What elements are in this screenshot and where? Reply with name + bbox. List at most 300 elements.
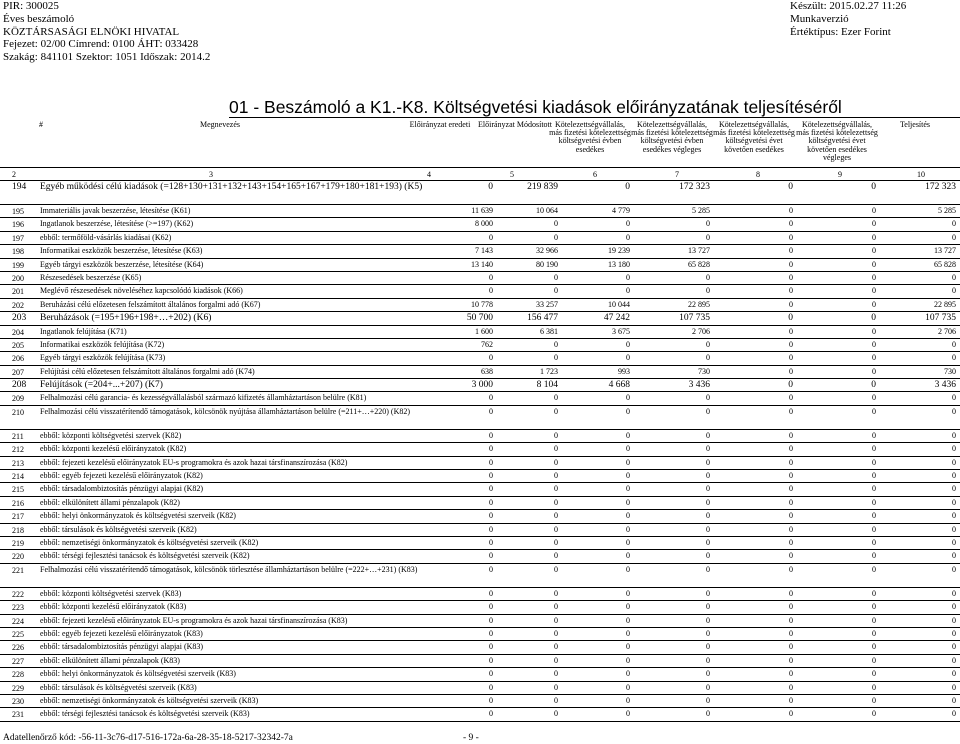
row-value-col-10: 0 — [952, 511, 956, 521]
table-row — [0, 641, 960, 654]
table-row — [0, 708, 960, 721]
row-value-col-10: 5 285 — [938, 206, 956, 215]
row-value-col-9: 0 — [872, 259, 876, 269]
row-number: 194 — [12, 182, 27, 192]
row-value-col-5: 0 — [554, 457, 558, 467]
col-num-8: 8 — [756, 170, 760, 179]
row-value-col-4: 0 — [489, 709, 493, 719]
row-value-col-4: 0 — [489, 457, 493, 467]
table-row — [0, 430, 960, 443]
col-num-4: 4 — [427, 170, 431, 179]
table-row — [0, 218, 960, 231]
row-value-col-8: 0 — [789, 564, 793, 574]
table-row — [0, 443, 960, 456]
data-table-body — [0, 181, 960, 722]
row-value-col-5: 0 — [554, 339, 558, 349]
row-value-col-8: 0 — [789, 286, 793, 296]
page-title: 01 - Beszámoló a K1.-K8. Költségvetési kiadások előirányzatának teljesítéséről — [229, 97, 842, 117]
row-value-col-4: 0 — [489, 602, 493, 612]
row-value-col-9: 0 — [872, 551, 876, 561]
row-value-col-7: 0 — [706, 709, 710, 719]
row-description: ebből: egyéb fejezeti kezelésű előirányzatok (K83) — [40, 628, 203, 638]
row-value-col-4: 0 — [489, 511, 493, 521]
row-value-col-4: 0 — [489, 497, 493, 507]
row-value-col-6: 0 — [626, 430, 630, 440]
version-label: Munkaverzió — [790, 12, 849, 25]
table-row — [0, 406, 960, 430]
row-value-col-4: 0 — [489, 471, 493, 481]
row-value-col-10: 65 828 — [934, 259, 956, 269]
row-value-col-6: 0 — [626, 682, 630, 692]
row-value-col-8: 0 — [789, 682, 793, 692]
row-value-col-4: 0 — [489, 669, 493, 679]
row-value-col-7: 0 — [706, 551, 710, 561]
row-value-col-9: 0 — [872, 339, 876, 349]
row-value-col-7: 13 727 — [688, 246, 710, 256]
row-number: 197 — [12, 233, 24, 243]
row-value-col-9: 0 — [871, 182, 876, 192]
row-description: ebből: központi költségvetési szervek (K83) — [40, 588, 182, 598]
row-value-col-10: 0 — [952, 615, 956, 625]
row-value-col-5: 0 — [554, 430, 558, 440]
table-row — [0, 497, 960, 510]
row-value-col-6: 0 — [626, 471, 630, 481]
row-number: 215 — [12, 485, 24, 495]
row-value-col-4: 0 — [489, 353, 493, 363]
col-desc-header: Megnevezés — [200, 120, 240, 129]
row-value-col-8: 0 — [789, 471, 793, 481]
institution-name: KÖZTÁRSASÁGI ELNÖKI HIVATAL — [3, 25, 180, 38]
row-value-col-6: 47 242 — [603, 313, 630, 324]
row-description: Egyéb tárgyi eszközök felújítása (K73) — [40, 353, 166, 363]
row-value-col-9: 0 — [872, 709, 876, 719]
row-description: Felújítások (=204+...+207) (K7) — [40, 380, 163, 391]
row-value-col-5: 8 104 — [536, 380, 558, 391]
table-row — [0, 510, 960, 523]
row-value-col-6: 0 — [626, 353, 630, 363]
row-value-col-10: 0 — [952, 484, 956, 494]
row-number: 203 — [12, 313, 27, 324]
row-value-col-4: 762 — [481, 339, 493, 349]
row-value-col-7: 0 — [706, 430, 710, 440]
chapter-info: Fejezet: 02/00 Címrend: 0100 ÁHT: 033428 — [3, 38, 199, 51]
row-value-col-4: 13 140 — [471, 259, 493, 269]
row-value-col-4: 0 — [489, 430, 493, 440]
row-value-col-7: 0 — [706, 695, 710, 705]
row-value-col-8: 0 — [789, 444, 793, 454]
row-value-col-9: 0 — [872, 628, 876, 638]
row-value-col-5: 0 — [554, 232, 558, 242]
row-description: ebből: fejezeti kezelésű előirányzatok EU-s programokra és azok hazai társfinanszírozása (K82) — [40, 457, 348, 467]
row-value-col-6: 0 — [626, 628, 630, 638]
row-value-col-4: 0 — [489, 655, 493, 665]
row-value-col-6: 0 — [626, 232, 630, 242]
row-value-col-5: 0 — [554, 471, 558, 481]
row-value-col-7: 0 — [706, 615, 710, 625]
row-value-col-10: 0 — [952, 471, 956, 481]
row-value-col-9: 0 — [872, 669, 876, 679]
row-value-col-10: 172 323 — [925, 182, 956, 192]
row-value-col-4: 0 — [489, 551, 493, 561]
row-value-col-10: 0 — [952, 682, 956, 692]
row-number: 225 — [12, 629, 24, 639]
row-value-col-4: 0 — [489, 393, 493, 403]
row-number: 231 — [12, 710, 24, 720]
row-value-col-7: 0 — [706, 484, 710, 494]
table-row — [0, 272, 960, 285]
row-description: Informatikai eszközök beszerzése, létesítése (K63) — [40, 246, 203, 256]
row-value-col-9: 0 — [872, 602, 876, 612]
row-value-col-7: 107 735 — [679, 313, 710, 324]
row-value-col-7: 3 436 — [688, 380, 710, 391]
table-row — [0, 312, 960, 325]
row-number: 202 — [12, 300, 24, 310]
row-value-col-7: 0 — [706, 537, 710, 547]
row-number: 219 — [12, 538, 24, 548]
row-value-col-8: 0 — [789, 709, 793, 719]
row-value-col-7: 0 — [706, 444, 710, 454]
row-value-col-4: 1 600 — [475, 326, 493, 336]
row-value-col-4: 0 — [489, 484, 493, 494]
row-value-col-8: 0 — [789, 484, 793, 494]
row-value-col-6: 0 — [626, 709, 630, 719]
row-value-col-8: 0 — [789, 366, 793, 376]
row-value-col-6: 0 — [626, 524, 630, 534]
row-description: ebből: társadalombiztosítás pénzügyi alapjai (K83) — [40, 642, 204, 652]
row-value-col-7: 0 — [706, 406, 710, 416]
row-value-col-5: 0 — [554, 511, 558, 521]
row-value-col-10: 0 — [952, 602, 956, 612]
row-value-col-5: 0 — [554, 682, 558, 692]
table-row — [0, 682, 960, 695]
row-value-col-8: 0 — [788, 313, 793, 324]
row-value-col-4: 50 700 — [466, 313, 493, 324]
row-description: ebből: társulások és költségvetési szerveik (K82) — [40, 524, 197, 534]
row-value-col-6: 0 — [626, 339, 630, 349]
row-value-col-5: 0 — [554, 484, 558, 494]
row-description: Egyéb működési célú kiadások (=128+130+131+132+143+154+165+167+179+180+181+193) (K5) — [40, 182, 423, 192]
row-value-col-9: 0 — [872, 406, 876, 416]
row-value-col-9: 0 — [872, 326, 876, 336]
table-row — [0, 181, 960, 205]
row-value-col-6: 4 668 — [608, 380, 630, 391]
col-original-header: Előirányzat eredeti — [409, 120, 471, 129]
row-value-col-4: 0 — [489, 272, 493, 282]
row-number: 221 — [12, 565, 24, 575]
row-value-col-9: 0 — [872, 393, 876, 403]
row-value-col-5: 0 — [554, 628, 558, 638]
row-value-col-10: 0 — [952, 353, 956, 363]
row-value-col-5: 0 — [554, 444, 558, 454]
col-commit-next-header: Kötelezettségvállalás, más fizetési kötelezettség költségvetési évet követően esedékes — [713, 120, 795, 154]
row-value-col-8: 0 — [789, 457, 793, 467]
row-value-col-4: 0 — [489, 642, 493, 652]
row-value-col-4: 0 — [489, 444, 493, 454]
row-number: 220 — [12, 552, 24, 562]
row-number: 206 — [12, 354, 24, 364]
col-num-10: 10 — [917, 170, 925, 179]
row-value-col-6: 0 — [626, 551, 630, 561]
row-value-col-10: 0 — [952, 628, 956, 638]
row-value-col-7: 0 — [706, 457, 710, 467]
col-fulfilment-header: Teljesítés — [899, 120, 931, 129]
row-description: ebből: egyéb fejezeti kezelésű előirányzatok (K82) — [40, 471, 203, 481]
row-value-col-5: 0 — [554, 655, 558, 665]
row-number: 211 — [12, 431, 24, 441]
row-value-col-6: 0 — [625, 182, 630, 192]
row-description: ebből: térségi fejlesztési tanácsok és költségvetési szerveik (K83) — [40, 709, 250, 719]
row-value-col-8: 0 — [789, 551, 793, 561]
col-num-3: 3 — [209, 170, 213, 179]
table-row — [0, 326, 960, 339]
row-number: 198 — [12, 247, 24, 257]
row-value-col-6: 0 — [626, 564, 630, 574]
row-value-col-5: 0 — [554, 286, 558, 296]
row-value-col-4: 0 — [489, 695, 493, 705]
row-description: Beruházási célú előzetesen felszámított általános forgalmi adó (K67) — [40, 299, 261, 309]
row-number: 223 — [12, 603, 24, 613]
row-description: Meglévő részesedések növeléséhez kapcsolódó kiadások (K66) — [40, 286, 243, 296]
row-value-col-7: 0 — [706, 286, 710, 296]
row-value-col-8: 0 — [789, 628, 793, 638]
table-row — [0, 285, 960, 298]
row-value-col-4: 0 — [489, 286, 493, 296]
row-number: 214 — [12, 472, 24, 482]
footer-check-code: Adatellenőrző kód: -56-11-3c76-d17-516-172a-6a-28-35-18-5217-32342-7a — [3, 733, 293, 743]
row-value-col-9: 0 — [872, 219, 876, 229]
row-value-col-6: 0 — [626, 537, 630, 547]
row-value-col-5: 0 — [554, 537, 558, 547]
row-value-col-8: 0 — [789, 430, 793, 440]
row-number: 200 — [12, 273, 24, 283]
table-row — [0, 232, 960, 245]
row-value-col-5: 0 — [554, 602, 558, 612]
row-value-col-5: 0 — [554, 588, 558, 598]
row-value-col-6: 0 — [626, 219, 630, 229]
row-number: 201 — [12, 287, 24, 297]
row-value-col-4: 7 143 — [475, 246, 493, 256]
row-number: 212 — [12, 445, 24, 455]
row-value-col-4: 0 — [489, 537, 493, 547]
row-number: 207 — [12, 367, 24, 377]
row-value-col-9: 0 — [872, 444, 876, 454]
row-value-col-8: 0 — [789, 642, 793, 652]
row-value-col-8: 0 — [789, 259, 793, 269]
table-row — [0, 628, 960, 641]
row-value-col-7: 0 — [706, 642, 710, 652]
row-value-col-9: 0 — [872, 497, 876, 507]
header-top-rule — [0, 167, 960, 168]
col-commit-next-final-header: Kötelezettségvállalás, más fizetési kötelezettség költségvetési évet követően esedékes végleges — [796, 120, 878, 162]
row-value-col-6: 10 044 — [608, 299, 630, 309]
table-row — [0, 457, 960, 470]
row-number: 208 — [12, 380, 27, 391]
table-row — [0, 524, 960, 537]
row-value-col-7: 0 — [706, 564, 710, 574]
row-value-col-10: 0 — [952, 286, 956, 296]
row-value-col-8: 0 — [789, 206, 793, 215]
row-description: Ingatlanok beszerzése, létesítése (>=197) (K62) — [40, 219, 194, 229]
row-value-col-9: 0 — [872, 642, 876, 652]
row-value-col-6: 0 — [626, 272, 630, 282]
row-value-col-10: 0 — [952, 642, 956, 652]
row-value-col-7: 730 — [698, 366, 710, 376]
row-value-col-10: 730 — [944, 366, 956, 376]
row-description: Informatikai eszközök felújítása (K72) — [40, 339, 165, 349]
row-value-col-7: 0 — [706, 511, 710, 521]
row-value-col-8: 0 — [789, 246, 793, 256]
row-value-col-4: 11 639 — [471, 206, 493, 215]
row-number: 226 — [12, 643, 24, 653]
row-value-col-5: 0 — [554, 615, 558, 625]
row-value-col-10: 0 — [952, 219, 956, 229]
row-value-col-10: 107 735 — [925, 313, 956, 324]
row-value-col-6: 0 — [626, 511, 630, 521]
row-value-col-8: 0 — [789, 655, 793, 665]
row-value-col-7: 0 — [706, 628, 710, 638]
row-value-col-5: 0 — [554, 695, 558, 705]
row-value-col-7: 0 — [706, 232, 710, 242]
row-description: Felújítási célú előzetesen felszámított általános forgalmi adó (K74) — [40, 366, 255, 376]
row-value-col-7: 65 828 — [688, 259, 710, 269]
table-row — [0, 695, 960, 708]
row-value-col-10: 0 — [952, 232, 956, 242]
row-value-col-10: 0 — [952, 393, 956, 403]
row-value-col-9: 0 — [872, 232, 876, 242]
row-number: 210 — [12, 407, 24, 417]
row-value-col-4: 0 — [489, 232, 493, 242]
row-number: 229 — [12, 683, 24, 693]
row-number: 218 — [12, 525, 24, 535]
row-description: Ingatlanok felújítása (K71) — [40, 326, 127, 336]
report-header-right — [790, 0, 960, 38]
row-value-col-8: 0 — [789, 695, 793, 705]
row-value-col-8: 0 — [789, 537, 793, 547]
row-description: Immateriális javak beszerzése, létesítése (K61) — [40, 206, 191, 215]
row-value-col-4: 0 — [489, 588, 493, 598]
row-value-col-9: 0 — [872, 682, 876, 692]
row-value-col-7: 0 — [706, 655, 710, 665]
row-value-col-10: 0 — [952, 339, 956, 349]
row-value-col-4: 10 778 — [471, 299, 493, 309]
row-value-col-7: 0 — [706, 602, 710, 612]
row-description: ebből: központi kezelésű előirányzatok (K82) — [40, 444, 187, 454]
row-value-col-6: 0 — [626, 655, 630, 665]
row-value-col-9: 0 — [872, 524, 876, 534]
row-value-col-5: 10 064 — [536, 206, 558, 215]
row-value-col-8: 0 — [789, 326, 793, 336]
row-value-col-10: 0 — [952, 406, 956, 416]
row-value-col-8: 0 — [789, 406, 793, 416]
report-header-left — [3, 0, 423, 64]
row-value-col-6: 0 — [626, 669, 630, 679]
row-value-col-5: 32 966 — [536, 246, 558, 256]
row-value-col-10: 0 — [952, 457, 956, 467]
row-value-col-6: 0 — [626, 393, 630, 403]
row-value-col-7: 0 — [706, 497, 710, 507]
row-value-col-4: 638 — [481, 366, 493, 376]
col-num-7: 7 — [675, 170, 679, 179]
row-value-col-5: 0 — [554, 219, 558, 229]
table-row — [0, 588, 960, 601]
row-value-col-9: 0 — [872, 471, 876, 481]
row-description: ebből: elkülönített állami pénzalapok (K82) — [40, 497, 180, 507]
row-value-col-5: 0 — [554, 497, 558, 507]
row-value-col-8: 0 — [788, 380, 793, 391]
row-value-col-4: 0 — [489, 406, 493, 416]
row-value-col-5: 219 839 — [527, 182, 558, 192]
table-row — [0, 259, 960, 272]
row-value-col-9: 0 — [872, 457, 876, 467]
row-value-col-10: 0 — [952, 655, 956, 665]
row-value-col-4: 0 — [489, 682, 493, 692]
row-value-col-9: 0 — [872, 246, 876, 256]
created-timestamp: Készült: 2015.02.27 11:26 — [790, 0, 907, 12]
row-value-col-5: 0 — [554, 642, 558, 652]
row-value-col-6: 0 — [626, 406, 630, 416]
row-value-col-7: 0 — [706, 219, 710, 229]
table-row — [0, 299, 960, 312]
row-value-col-5: 0 — [554, 353, 558, 363]
row-value-col-10: 0 — [952, 497, 956, 507]
pir-label: PIR: 300025 — [3, 0, 59, 12]
row-number: 199 — [12, 260, 24, 270]
row-value-col-5: 6 381 — [540, 326, 558, 336]
table-row — [0, 655, 960, 668]
table-row — [0, 392, 960, 405]
row-value-col-9: 0 — [872, 564, 876, 574]
row-number: 224 — [12, 616, 24, 626]
col-modified-header: Előirányzat Módosított — [478, 120, 552, 129]
row-value-col-8: 0 — [789, 272, 793, 282]
col-commit-year-final-header: Kötelezettségvállalás, más fizetési kötelezettség költségvetési évben esedékes végleges — [631, 120, 713, 154]
row-value-col-8: 0 — [789, 393, 793, 403]
table-row — [0, 601, 960, 614]
row-value-col-5: 80 190 — [536, 259, 558, 269]
table-row — [0, 668, 960, 681]
row-description: ebből: központi költségvetési szervek (K82) — [40, 430, 182, 440]
row-value-col-9: 0 — [872, 695, 876, 705]
row-value-col-7: 0 — [706, 471, 710, 481]
table-row — [0, 339, 960, 352]
row-value-col-4: 8 000 — [475, 219, 493, 229]
table-row — [0, 537, 960, 550]
value-type: Értéktípus: Ezer Forint — [790, 25, 891, 38]
row-description: ebből: nemzetiségi önkormányzatok és költségvetési szerveik (K83) — [40, 695, 259, 705]
row-value-col-9: 0 — [872, 299, 876, 309]
row-value-col-9: 0 — [872, 655, 876, 665]
row-value-col-5: 33 257 — [536, 299, 558, 309]
sector-info: Szakág: 841101 Szektor: 1051 Időszak: 2014.2 — [3, 51, 211, 64]
table-row — [0, 352, 960, 365]
col-num-9: 9 — [838, 170, 842, 179]
row-number: 216 — [12, 498, 24, 508]
row-value-col-10: 0 — [952, 551, 956, 561]
row-value-col-5: 0 — [554, 564, 558, 574]
row-value-col-6: 13 180 — [608, 259, 630, 269]
row-value-col-9: 0 — [872, 286, 876, 296]
row-value-col-6: 0 — [626, 602, 630, 612]
row-value-col-7: 2 706 — [692, 326, 710, 336]
row-value-col-9: 0 — [872, 537, 876, 547]
row-number: 205 — [12, 340, 24, 350]
row-value-col-8: 0 — [788, 182, 793, 192]
row-value-col-7: 0 — [706, 272, 710, 282]
col-num-5: 5 — [510, 170, 514, 179]
row-value-col-8: 0 — [789, 232, 793, 242]
row-value-col-4: 0 — [489, 564, 493, 574]
row-value-col-7: 0 — [706, 353, 710, 363]
